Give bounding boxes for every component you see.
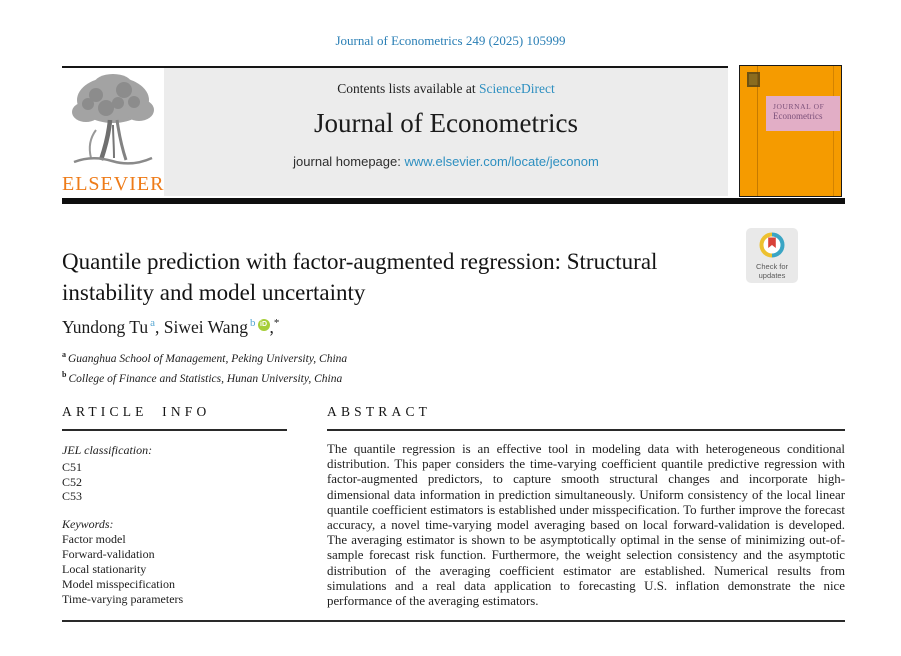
elsevier-tree-icon [66,70,160,168]
jel-code: C52 [62,474,83,489]
affiliation-1-text: Guanghua School of Management, Peking University, China [68,352,348,365]
keyword-item: Time-varying parameters [62,591,184,606]
homepage-line [164,154,728,169]
cover-elsevier-mark-icon [747,72,760,87]
jel-code: C51 [62,460,83,474]
keywords-label: Keywords: [62,516,114,531]
bottom-divider [62,620,845,622]
affiliation-1 [62,347,347,367]
abstract-heading: ABSTRACT [327,404,432,419]
cover-edge-line [833,66,834,196]
article-info-heading: ARTICLE INFO [62,404,211,419]
affiliations [62,347,347,388]
journal-title: Journal of Econometrics [314,108,578,138]
article-info-divider [62,429,287,431]
article-title: Quantile prediction with factor-augmented regression: Structural instability and model uncertainty [62,249,658,305]
affiliation-2 [62,367,347,387]
affiliation-2-text: College of Finance and Statistics, Hunan University, China [68,373,343,386]
orcid-icon[interactable]: iD [258,319,270,331]
journal-cover-thumbnail [739,65,842,197]
cover-title-line2: Econometrics [773,111,823,121]
author-comma: , [269,317,274,337]
sciencedirect-link[interactable]: ScienceDirect [479,81,555,96]
author-sup-2: b [250,317,256,330]
cover-spine-line [757,66,758,196]
author-name-1: Yundong Tu [62,317,149,337]
abstract-section [327,404,845,609]
affiliation-1-sup: a [62,350,66,359]
abstract-text: The quantile regression is an effective tool in modeling data with heterogeneous conditional distribution. This paper considers the time-varying coefficient quantile predictive regression with factor-augmented predictors, to capture smooth structural changes and incorporate high-dimensional data information in prediction simultaneously. Uniform consistency of the local linear quantile coefficient estimators is established under misspecification. To further improve the forecast accuracy, a novel time-varying model averaging based on local forward-validation is developed. The averaging estimator is shown to be asymptotically optimal in the sense of minimizing out-of-sample forecast risk function. Furthermore, the weight selection consistency and the asymptotic distribution of the averaging coefficient estimator are established. Numerical results from simulations and a real data application to forecasting U.S. inflation demonstrate the nice performance of the averaging estimators. [327,442,845,609]
check-updates-badge[interactable] [746,228,798,283]
crossmark-icon [759,232,785,258]
author-name-2: Siwei Wang [163,317,249,337]
jel-code: C53 [62,489,83,503]
header-thick-divider [62,198,845,204]
jel-classification-label: JEL classification: [62,443,153,457]
contents-line [164,68,728,97]
cover-title-line1: JOURNAL OF [773,102,825,111]
authors-line [62,317,279,338]
journal-citation-link[interactable]: Journal of Econometrics 249 (2025) 105999 [335,33,566,48]
keyword-item: Local stationarity [62,561,147,576]
corresponding-author-marker[interactable]: * [273,317,280,330]
author-separator: , [154,317,164,337]
keyword-item: Factor model [62,531,126,546]
badge-label-line2: updates [758,270,786,280]
homepage-link[interactable]: www.elsevier.com/locate/jeconom [404,154,599,169]
elsevier-logo [62,70,164,196]
keyword-item: Model misspecification [62,576,175,591]
contents-prefix: Contents lists available at [337,81,479,96]
keyword-item: Forward-validation [62,546,155,561]
affiliation-2-sup: b [62,370,67,380]
badge-label-line1: Check for [755,262,789,271]
cover-title-band [766,96,840,131]
abstract-divider [327,429,845,431]
elsevier-wordmark: ELSEVIER [62,173,165,195]
article-info-section [62,404,290,607]
author-sup-1: a [150,317,155,330]
homepage-prefix: journal homepage: [293,154,405,169]
journal-header-banner [164,68,728,196]
